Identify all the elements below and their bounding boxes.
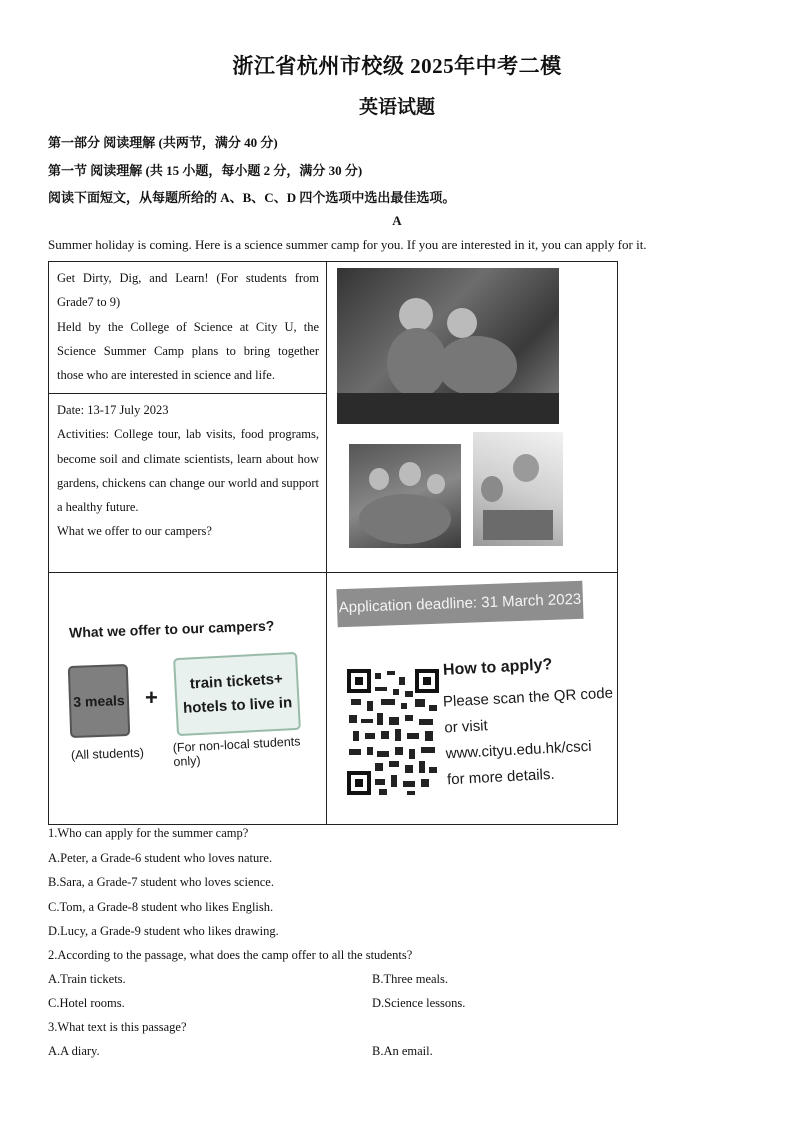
camp-activities: Activities: College tour, lab visits, food programs, become soil and climate scientists, learn about how gardens, chickens can change our world and support a healthy future. — [57, 427, 319, 515]
caption-non-local: (For non-local students only) — [172, 734, 301, 769]
cell-camp-details — [49, 394, 327, 573]
question-1: 1.Who can apply for the summer camp? — [48, 826, 249, 840]
section-heading: 第一节 阅读理解 (共 15 小题，每小题 2 分，满分 30 分) — [48, 163, 363, 178]
q2-option-c: C.Hotel rooms. — [48, 996, 125, 1010]
q3-option-b: B.An email. — [372, 1044, 433, 1058]
cell-camp-intro — [49, 262, 327, 394]
plus-sign: + — [145, 685, 158, 710]
cell-apply-graphic — [327, 573, 618, 825]
q2-option-b: B.Three meals. — [372, 972, 449, 986]
apply-url: www.cityu.edu.hk/csci — [445, 737, 592, 763]
camp-info-table — [48, 261, 618, 825]
tickets-hotels-box: train tickets+ hotels to live in — [173, 652, 301, 736]
qr-code-icon — [345, 667, 441, 799]
how-line-4: for more details. — [446, 765, 555, 789]
offer-heading: What we offer to our campers? — [68, 617, 275, 641]
camp-date: Date: 13-17 July 2023 — [57, 403, 169, 417]
how-line-1: Please scan the QR code — [442, 684, 614, 711]
passage-intro: Summer holiday is coming. Here is a science summer camp for you. If you are interested in it, you can apply for it. — [48, 237, 647, 252]
instruction: 阅读下面短文，从每题所给的 A、B、C、D 四个选项中选出最佳选项。 — [48, 190, 456, 205]
part-heading: 第一部分 阅读理解 (共两节，满分 40 分) — [48, 135, 278, 150]
camp-description: Held by the College of Science at City U, the Science Summer Camp plans to bring together those who are interested in science and life. — [57, 319, 319, 383]
q1-option-d: D.Lucy, a Grade-9 student who likes drawing. — [48, 924, 279, 938]
camp-photo-group — [349, 444, 461, 548]
question-2: 2.According to the passage, what does the camp offer to all the students? — [48, 948, 413, 962]
q1-option-a: A.Peter, a Grade-6 student who loves nature. — [48, 851, 273, 865]
q1-option-c: C.Tom, a Grade-8 student who likes English. — [48, 900, 274, 914]
exam-subtitle: 英语试题 — [358, 97, 435, 118]
how-to-apply-title: How to apply? — [442, 656, 553, 679]
q1-option-b: B.Sara, a Grade-7 student who loves science. — [48, 875, 274, 889]
deadline-banner: Application deadline: 31 March 2023 — [336, 581, 583, 628]
meals-box: 3 meals — [68, 664, 130, 738]
q2-option-d: D.Science lessons. — [372, 996, 466, 1010]
q2-option-a: A.Train tickets. — [48, 972, 126, 986]
how-to-apply-text — [442, 681, 617, 794]
camp-photo-outdoor — [337, 268, 559, 424]
camp-slogan: Get Dirty, Dig, and Learn! (For students from Grade7 to 9) — [57, 271, 319, 310]
question-3: 3.What text is this passage? — [48, 1020, 187, 1034]
exam-title: 浙江省杭州市校级 2025年中考二模 — [232, 54, 562, 78]
how-line-2: or visit — [443, 717, 489, 737]
cell-photos — [327, 262, 618, 573]
camp-photo-lab — [473, 432, 563, 546]
q3-option-a: A.A diary. — [48, 1044, 100, 1058]
caption-all-students: (All students) — [70, 745, 145, 763]
camp-offer-question: What we offer to our campers? — [57, 524, 212, 539]
passage-label: A — [392, 213, 402, 228]
cell-offer-graphic — [49, 573, 327, 825]
